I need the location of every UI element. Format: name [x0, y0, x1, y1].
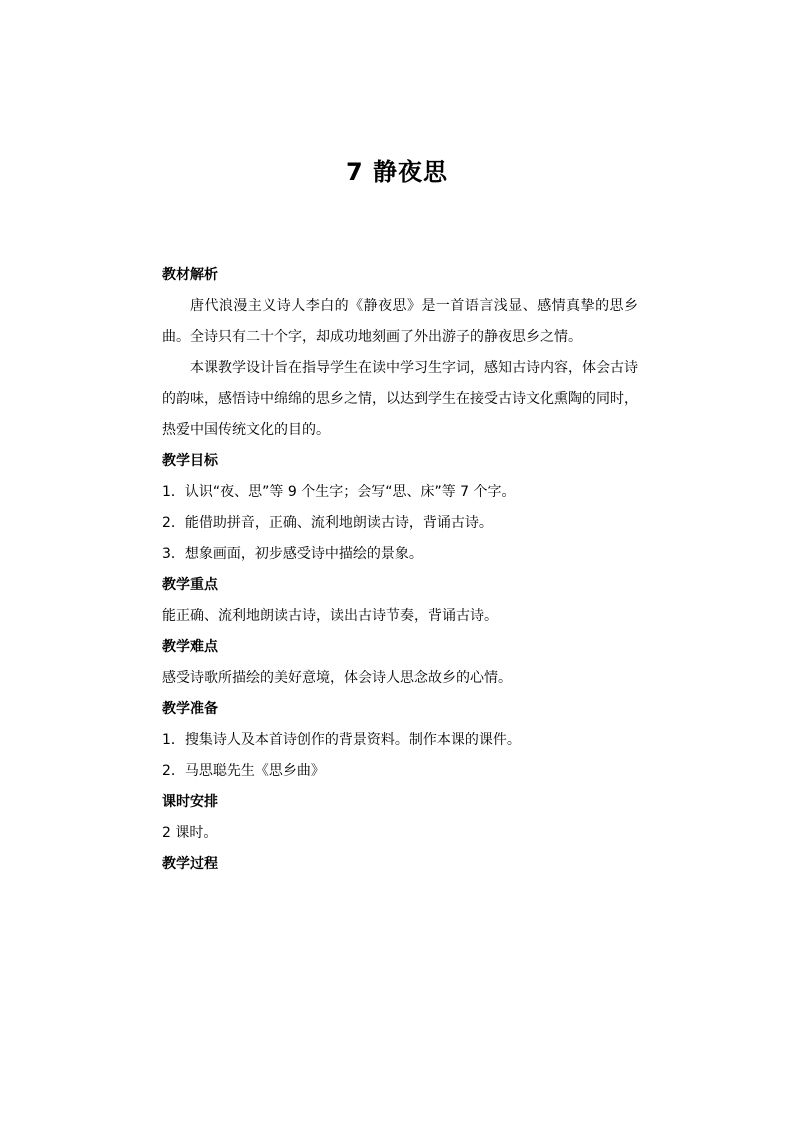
heading-analysis: 教材解析: [162, 267, 218, 283]
analysis-paragraph-2: 本课教学设计旨在指导学生在读中学习生字词，感知古诗内容，体会古诗的韵味，感悟诗中绵绵的思乡之情，以达到学生在接受古诗文化熏陶的同时，热爱中国传统文化的目的。: [162, 360, 638, 438]
heading-preparation: 教学准备: [162, 701, 218, 717]
goal-item-2: 2．能借助拼音，正确、流利地朗读古诗，背诵古诗。: [162, 515, 493, 531]
preparation-item-1: 1．搜集诗人及本首诗创作的背景资料。制作本课的课件。: [162, 732, 521, 748]
heading-schedule: 课时安排: [162, 794, 218, 810]
goal-item-3: 3．想象画面，初步感受诗中描绘的景象。: [162, 546, 423, 562]
heading-key-points: 教学重点: [162, 577, 218, 593]
analysis-paragraph-1: 唐代浪漫主义诗人李白的《静夜思》是一首语言浅显、感情真挚的思乡曲。全诗只有二十个字，却成功地刻画了外出游子的静夜思乡之情。: [162, 298, 638, 345]
heading-difficulties: 教学难点: [162, 639, 218, 655]
difficulties-text: 感受诗歌所描绘的美好意境，体会诗人思念故乡的心情。: [162, 670, 512, 686]
heading-goals: 教学目标: [162, 453, 218, 469]
schedule-text: 2 课时。: [162, 825, 218, 841]
document-body: [162, 260, 638, 880]
key-points-text: 能正确、流利地朗读古诗，读出古诗节奏，背诵古诗。: [162, 608, 498, 624]
heading-process: 教学过程: [162, 856, 218, 872]
preparation-item-2: 2．马思聪先生《思乡曲》: [162, 763, 325, 779]
document-title: 7 静夜思: [345, 158, 449, 186]
goal-item-1: 1．认识“夜、思”等 9 个生字；会写“思、床”等 7 个字。: [162, 484, 516, 500]
